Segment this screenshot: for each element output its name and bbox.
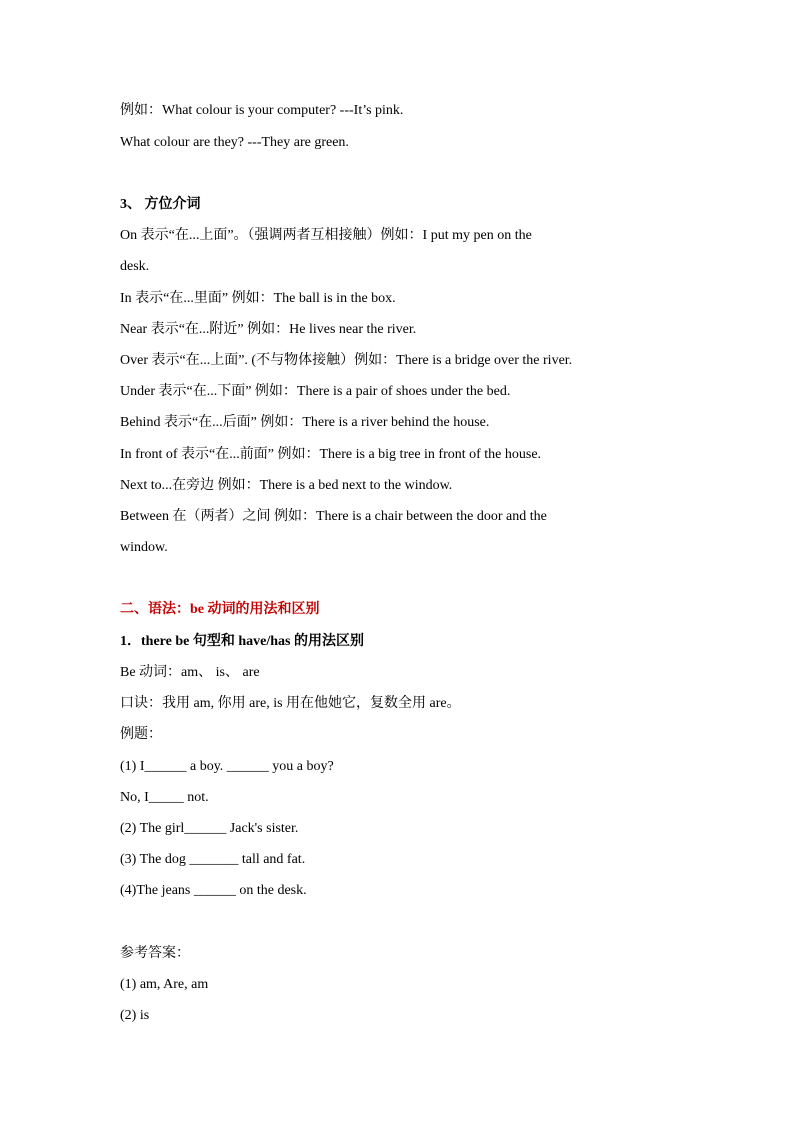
answer-label: 参考答案： [120, 946, 190, 961]
preposition-line: Between 在（两者）之间 例如：There is a chair between the door and the [120, 509, 547, 524]
preposition-line: window. [120, 540, 168, 555]
preposition-line: Over 表示“在...上面”. (不与物体接触）例如：There is a bridge over the river. [120, 353, 573, 368]
preposition-line: Next to...在旁边 例如：There is a bed next to the window. [120, 478, 453, 493]
exercise-item: (2) The girl______ Jack's sister. [120, 821, 299, 836]
preposition-line: Under 表示“在...下面” 例如：There is a pair of shoes under the bed. [120, 384, 511, 399]
exercise-item: (4)The jeans ______ on the desk. [120, 883, 307, 898]
preposition-line: Near 表示“在...附近” 例如：He lives near the river. [120, 322, 417, 337]
exercise-item: (1) I______ a boy. ______ you a boy? [120, 759, 334, 774]
preposition-line: In 表示“在...里面” 例如：The ball is in the box. [120, 291, 396, 306]
example-line: What colour are they? ---They are green. [120, 135, 349, 150]
example-line: 例如：What colour is your computer? ---It’s pink. [120, 103, 404, 118]
preposition-line: Behind 表示“在...后面” 例如：There is a river behind the house. [120, 415, 490, 430]
mnemonic-line: 口诀：我用 am, 你用 are, is 用在他她它，复数全用 are。 [120, 696, 461, 711]
preposition-line: On 表示“在...上面”。（强调两者互相接触）例如：I put my pen on the [120, 228, 532, 243]
exercise-label: 例题： [120, 727, 162, 742]
grammar-subtitle: 1．there be 句型和 have/has 的用法区别 [120, 634, 364, 649]
answer-item: (2) is [120, 1008, 150, 1023]
grammar-title: 二、语法：be 动词的用法和区别 [120, 602, 320, 617]
section-heading: 3、 方位介词 [120, 197, 201, 212]
preposition-line: desk. [120, 259, 150, 274]
exercise-item: (3) The dog _______ tall and fat. [120, 852, 306, 867]
answer-item: (1) am, Are, am [120, 977, 209, 992]
exercise-item: No, I_____ not. [120, 790, 209, 805]
be-verbs-line: Be 动词：am、 is、 are [120, 665, 260, 680]
preposition-line: In front of 表示“在...前面” 例如：There is a big tree in front of the house. [120, 447, 542, 462]
